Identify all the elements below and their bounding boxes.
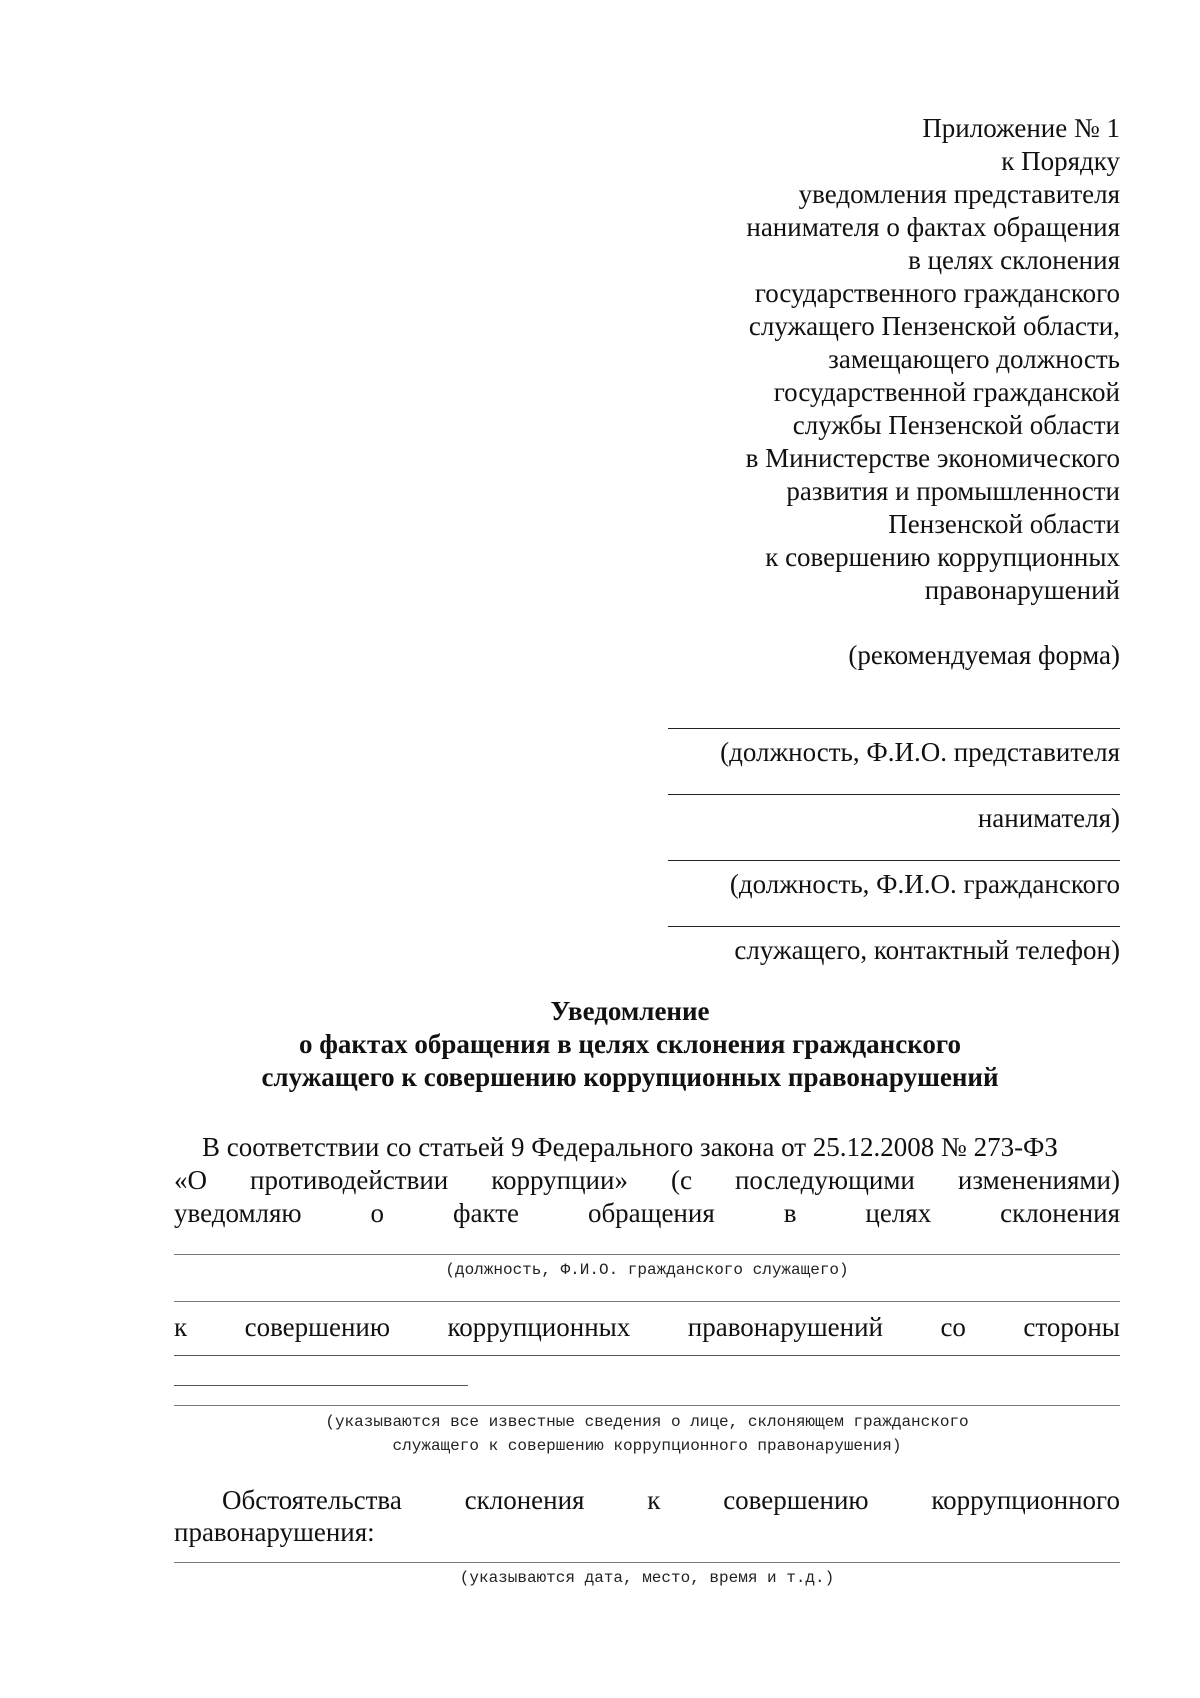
word: обращения	[587, 1198, 715, 1228]
word: склонения	[1000, 1198, 1120, 1228]
civil-servant-name-field-continued[interactable]	[174, 1301, 1120, 1302]
word: целях	[865, 1198, 932, 1228]
appendix-line: развития и промышленности	[786, 476, 1120, 506]
appendix-header	[600, 112, 1120, 607]
word: со	[940, 1312, 966, 1342]
appendix-line: к совершению коррупционных	[765, 542, 1120, 572]
title-line: служащего к совершению коррупционных правонарушений	[261, 1062, 999, 1092]
appendix-line: государственной гражданской	[773, 377, 1120, 407]
appendix-line: государственного гражданского	[754, 278, 1120, 308]
word: склонения	[464, 1485, 585, 1515]
word: факте	[452, 1198, 519, 1228]
appendix-line: службы Пензенской области	[792, 410, 1120, 440]
appendix-line: уведомления представителя	[798, 179, 1120, 209]
word: правонарушений	[687, 1312, 883, 1342]
document-title	[140, 995, 1120, 1094]
paragraph-3-line-2: правонарушения:	[174, 1517, 375, 1547]
circumstances-field[interactable]	[174, 1562, 1120, 1563]
word: в	[783, 1198, 797, 1228]
appendix-line: служащего Пензенской области,	[748, 311, 1120, 341]
employer-rep-field[interactable]	[668, 728, 1120, 729]
paragraph-1-line-2	[174, 1164, 1120, 1197]
word: к	[174, 1312, 188, 1342]
note-civil-servant	[174, 1258, 1120, 1282]
paragraph-1-line-1: В соответствии со статьей 9 Федерального закона от 25.12.2008 № 273-ФЗ	[202, 1132, 1058, 1162]
word: коррупционного	[931, 1485, 1120, 1515]
word: (с	[670, 1165, 692, 1195]
appendix-line: в целях склонения	[908, 245, 1120, 275]
word: о	[370, 1198, 385, 1228]
civil-servant-name-field[interactable]	[174, 1254, 1120, 1255]
word: уведомляю	[174, 1198, 302, 1228]
paragraph-1-line-3	[174, 1197, 1120, 1230]
word: совершению	[723, 1485, 869, 1515]
word: коррупционных	[447, 1312, 631, 1342]
word: противодействии	[250, 1165, 449, 1195]
note-line: (указываются все известные сведения о лице, склоняющем гражданского	[325, 1413, 969, 1431]
civil-servant-field[interactable]	[668, 860, 1120, 861]
word: коррупции»	[491, 1165, 628, 1195]
word: стороны	[1023, 1312, 1120, 1342]
employer-rep-caption-end: нанимателя)	[977, 803, 1120, 833]
appendix-line: замещающего должность	[828, 344, 1120, 374]
appendix-line: в Министерстве экономического	[745, 443, 1120, 473]
word: Обстоятельства	[222, 1485, 402, 1515]
recommended-form-label: (рекомендуемая форма)	[848, 640, 1120, 670]
word: «О	[174, 1165, 207, 1195]
civil-servant-caption: (должность, Ф.И.О. гражданского	[729, 869, 1120, 899]
note-line: (должность, Ф.И.О. гражданского служащего)	[445, 1261, 849, 1279]
word: совершению	[244, 1312, 391, 1342]
word: последующими	[734, 1165, 915, 1195]
employer-rep-caption: (должность, Ф.И.О. представителя	[720, 737, 1120, 767]
appendix-line: к Порядку	[1001, 146, 1120, 176]
title-line: о фактах обращения в целях склонения гражданского	[298, 1029, 961, 1059]
civil-servant-caption-end: служащего, контактный телефон)	[734, 935, 1120, 965]
note-inducer-info	[174, 1410, 1120, 1458]
inducer-info-field-continued[interactable]	[174, 1405, 1120, 1406]
appendix-line: правонарушений	[924, 575, 1120, 605]
civil-servant-field-continued[interactable]	[668, 926, 1120, 927]
word: изменениями)	[957, 1165, 1120, 1195]
note-line: (указываются дата, место, время и т.д.)	[459, 1569, 835, 1587]
title-line: Уведомление	[550, 996, 710, 1026]
appendix-line: Приложение № 1	[922, 113, 1120, 143]
employer-rep-field-continued[interactable]	[668, 794, 1120, 795]
appendix-line: Пензенской области	[888, 509, 1120, 539]
paragraph-2-line-1	[174, 1311, 1120, 1344]
appendix-line: нанимателя о фактах обращения	[746, 212, 1120, 242]
inducer-info-field-short[interactable]	[174, 1385, 468, 1386]
note-line: служащего к совершению коррупционного правонарушения)	[392, 1437, 902, 1455]
note-circumstances	[174, 1566, 1120, 1590]
inducer-info-field[interactable]	[174, 1355, 1120, 1356]
word: к	[647, 1485, 661, 1515]
paragraph-3-line-1	[222, 1484, 1120, 1517]
